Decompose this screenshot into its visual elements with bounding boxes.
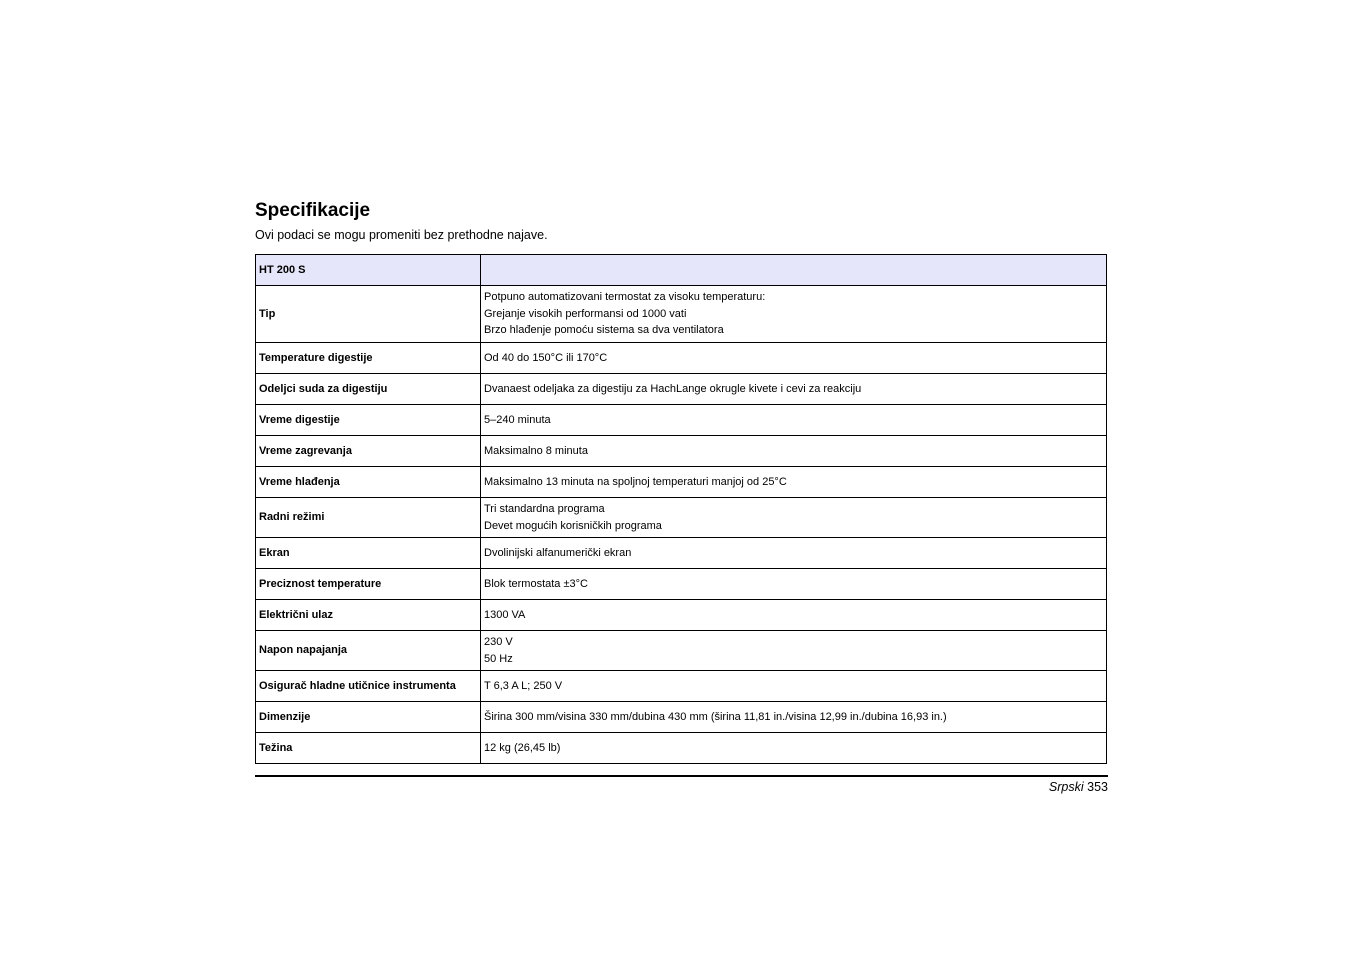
- table-header-value: [481, 255, 1107, 286]
- specifications-table: [255, 254, 1107, 764]
- spec-value: [481, 569, 1107, 600]
- page-subtitle: Ovi podaci se mogu promeniti bez prethodne najave.: [255, 228, 548, 242]
- spec-value: [481, 631, 1107, 671]
- spec-label: Težina: [256, 733, 481, 764]
- page-title: Specifikacije: [255, 200, 371, 221]
- spec-label: Osigurač hladne utičnice instrumenta: [256, 671, 481, 702]
- spec-value-line: Devet mogućih korisničkih programa: [484, 519, 662, 532]
- table-header-label: HT 200 S: [256, 255, 481, 286]
- spec-value: [481, 374, 1107, 405]
- table-row: [256, 733, 1107, 764]
- spec-value-line: 50 Hz: [484, 652, 513, 665]
- spec-value-line: T 6,3 A L; 250 V: [484, 679, 563, 692]
- spec-value-line: Grejanje visokih performansi od 1000 vati: [484, 307, 687, 320]
- table-row: [256, 498, 1107, 538]
- spec-value-line: Od 40 do 150°C ili 170°C: [484, 351, 608, 364]
- footer-divider: [255, 775, 1108, 777]
- table-row: [256, 569, 1107, 600]
- table-row: [256, 405, 1107, 436]
- spec-label: Temperature digestije: [256, 343, 481, 374]
- table-row: [256, 343, 1107, 374]
- page-number: 353: [1087, 780, 1108, 794]
- spec-value: [481, 538, 1107, 569]
- table-row: [256, 600, 1107, 631]
- spec-value: [481, 600, 1107, 631]
- footer-language: Srpski: [1048, 780, 1084, 794]
- spec-label: Vreme zagrevanja: [256, 436, 481, 467]
- spec-value: [481, 436, 1107, 467]
- table-row: [256, 702, 1107, 733]
- spec-value-line: 1300 VA: [484, 608, 526, 621]
- spec-value: [481, 405, 1107, 436]
- spec-label: Radni režimi: [256, 498, 481, 538]
- spec-value: [481, 343, 1107, 374]
- spec-label: Vreme hlađenja: [256, 467, 481, 498]
- table-row: [256, 467, 1107, 498]
- spec-value-line: 230 V: [484, 636, 513, 648]
- spec-value-line: 5–240 minuta: [484, 413, 551, 426]
- spec-value-line: Maksimalno 13 minuta na spoljnoj temperaturi manjoj od 25°C: [484, 475, 787, 488]
- spec-value-line: Širina 300 mm/visina 330 mm/dubina 430 mm (širina 11,81 in./visina 12,99 in./dubina 16,93 in.): [484, 710, 947, 723]
- spec-value: [481, 702, 1107, 733]
- spec-label: Ekran: [256, 538, 481, 569]
- spec-value: [481, 498, 1107, 538]
- spec-label: Dimenzije: [256, 702, 481, 733]
- spec-value-line: 12 kg (26,45 lb): [484, 741, 561, 754]
- spec-value: [481, 467, 1107, 498]
- table-row: [256, 671, 1107, 702]
- table-row: [256, 538, 1107, 569]
- spec-value: [481, 671, 1107, 702]
- spec-value-line: Potpuno automatizovani termostat za visoku temperaturu:: [484, 291, 766, 304]
- spec-label: Napon napajanja: [256, 631, 481, 671]
- spec-label: Tip: [256, 286, 481, 343]
- spec-value: [481, 733, 1107, 764]
- spec-value-line: Dvolinijski alfanumerički ekran: [484, 546, 632, 559]
- spec-label: Električni ulaz: [256, 600, 481, 631]
- spec-value-line: Tri standardna programa: [484, 503, 605, 515]
- spec-label: Preciznost temperature: [256, 569, 481, 600]
- spec-label: Odeljci suda za digestiju: [256, 374, 481, 405]
- table-row: [256, 631, 1107, 671]
- spec-value: [481, 286, 1107, 343]
- table-row: [256, 286, 1107, 343]
- spec-value-line: Dvanaest odeljaka za digestiju za HachLange okrugle kivete i cevi za reakciju: [484, 382, 862, 395]
- spec-label: Vreme digestije: [256, 405, 481, 436]
- table-header-row: [256, 255, 1107, 286]
- page-footer: [1049, 780, 1108, 794]
- spec-value-line: Maksimalno 8 minuta: [484, 444, 588, 457]
- spec-value-line: Blok termostata ±3°C: [484, 577, 588, 590]
- table-row: [256, 374, 1107, 405]
- table-row: [256, 436, 1107, 467]
- spec-value-line: Brzo hlađenje pomoću sistema sa dva ventilatora: [484, 324, 724, 337]
